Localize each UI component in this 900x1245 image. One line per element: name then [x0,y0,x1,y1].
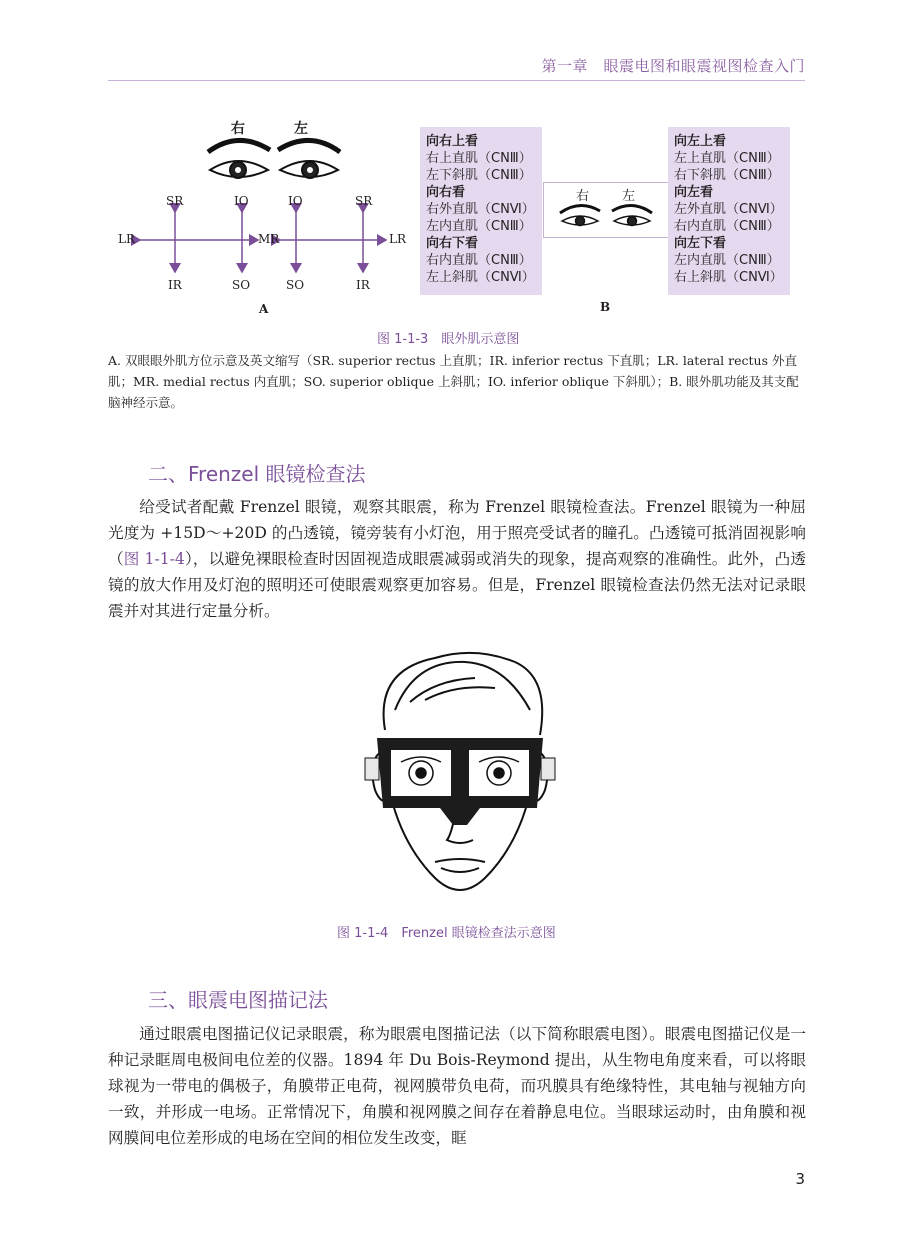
muscle-ir-right: IR [168,278,182,292]
muscle-mr: MR [258,232,280,246]
figure-1-1-3-panel-a [118,112,418,322]
figure-1-1-3-caption: 图 1-1-3 眼外肌示意图 [377,332,520,347]
left-box-line: 向右下看 [426,236,479,251]
frenzel-goggles-illustration [355,640,565,908]
left-box-line: 向右看 [426,185,466,200]
figure-1-1-4-caption: 图 1-1-4 Frenzel 眼镜检查法示意图 [337,926,556,941]
right-box-line: 右下斜肌（CNⅢ） [674,168,780,183]
right-box-line: 左内直肌（CNⅢ） [674,253,780,268]
right-gaze-muscle-box [420,127,542,295]
right-box-line: 左上直肌（CNⅢ） [674,151,780,166]
left-gaze-muscle-box [668,127,790,295]
small-eyes-drawing [544,183,668,237]
mid-left-label: 左 [622,189,636,204]
left-box-line: 右内直肌（CNⅢ） [426,253,532,268]
right-eye-label: 右 [231,121,245,137]
muscle-io-left: IO [288,194,303,208]
panel-b-label: B [600,300,611,314]
section-3-paragraph: 通过眼震电图描记仪记录眼震，称为眼震电图描记法（以下简称眼震电图）。眼震电图描记仪是一种记录眶周电极间电位差的仪器。1894 年 Du Bois-Reymond 提出，从生物电角度来看，可以将眼球视为一带电的偶极子，角膜带正电荷，视网膜带负电荷，而巩膜具有绝缘特性，其电轴与视轴方向一致，并形成一电场。正常情况下，角膜和视网膜之间存在着静息电位。当眼球运动时，由角膜和视网膜间电位差形成的电场在空间的相位发生改变，眶 [108,1025,806,1147]
header-rule [108,80,805,81]
section-2-paragraph [108,494,806,624]
muscle-io-right: IO [234,194,249,208]
mid-right-label: 右 [576,189,590,204]
panel-a-label: A [259,302,269,316]
right-eye-drawing [208,140,270,178]
figure-1-1-3-note: A. 双眼眼外肌方位示意及英文缩写（SR. superior rectus 上直肌；IR. inferior rectus 下直肌；LR. lateral rectus 外直肌；MR. medial rectus 内直肌；SO. superior oblique 上斜肌；IO. inferior oblique 下斜肌）；B. 眼外肌功能及其支配脑神经示意。 [108,353,799,410]
left-box-line: 左下斜肌（CNⅢ） [426,168,532,183]
section-2-text-b: ），以避免裸眼检查时因固视造成眼震减弱或消失的现象，提高观察的准确性。此外，凸透镜的放大作用及灯泡的照明还可使眼震观察更加容易。但是，Frenzel 眼镜检查法仍然无法对记录眼震并对其进行定量分析。 [108,550,806,620]
section-2-text-a: 给受试者配戴 Frenzel 眼镜，观察其眼震，称为 Frenzel 眼镜检查法。Frenzel 眼镜为一种屈光度为 +15D～+20D 的凸透镜，镜旁装有小灯泡，用于照亮受试者的瞳孔。凸透镜可抵消固视影响（ [108,498,806,568]
muscle-so-left: SO [286,278,305,292]
eye-muscle-diagram [118,112,418,322]
left-box-line: 向右上看 [426,134,479,149]
left-eye-label: 左 [294,121,308,137]
left-box-line: 左内直肌（CNⅢ） [426,219,532,234]
right-box-line: 左外直肌（CNⅥ） [674,202,783,217]
muscle-lr-right: LR [118,232,136,246]
right-box-line: 右内直肌（CNⅢ） [674,219,780,234]
muscle-sr-right: SR [166,194,184,208]
page-number: 3 [795,1170,805,1188]
right-box-line: 向左上看 [674,134,727,149]
muscle-lr-left: LR [389,232,407,246]
right-box-line: 向左看 [674,185,714,200]
muscle-sr-left: SR [355,194,373,208]
section-3-title: 三、眼震电图描记法 [148,988,328,1012]
left-eye-drawing [278,140,340,178]
right-box-line: 右上斜肌（CNⅥ） [674,270,783,285]
figure-1-1-4-link[interactable]: 图 1-1-4 [123,550,185,568]
eyes-illustration-box [543,182,669,238]
chapter-header: 第一章 眼震电图和眼震视图检查入门 [541,57,805,75]
left-box-line: 左上斜肌（CNⅥ） [426,270,535,285]
right-box-line: 向左下看 [674,236,727,251]
section-2-title: 二、Frenzel 眼镜检查法 [148,462,366,486]
muscle-ir-left: IR [356,278,370,292]
left-box-line: 右上直肌（CNⅢ） [426,151,532,166]
left-box-line: 右外直肌（CNⅥ） [426,202,535,217]
muscle-so-right: SO [232,278,251,292]
